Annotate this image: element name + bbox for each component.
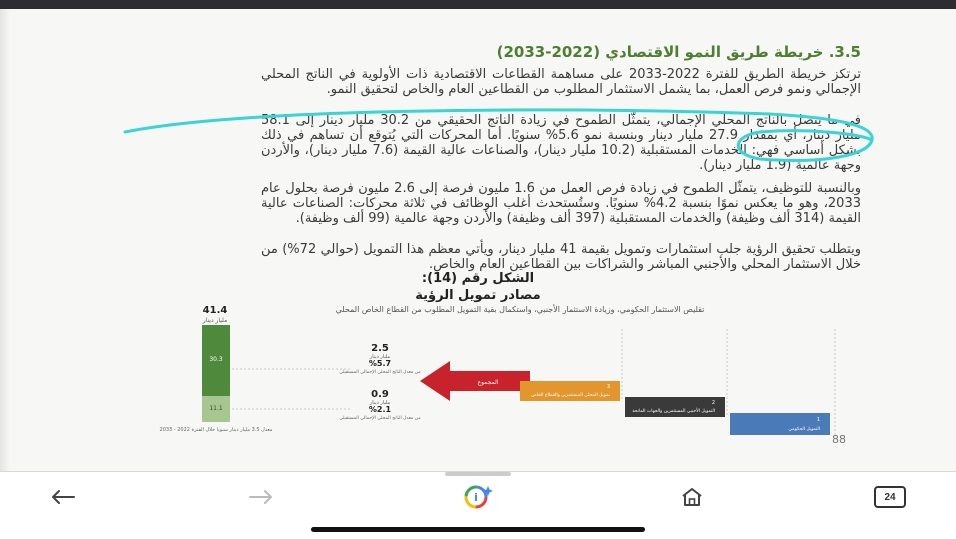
step-2-number: 2	[711, 400, 715, 406]
annotation-1-unit: مليار دينار	[369, 354, 391, 360]
segment-value-public-funds: 11.1	[209, 405, 223, 412]
step-3-number: 3	[606, 384, 610, 390]
sheet-handle	[445, 472, 511, 476]
total-arrow	[420, 361, 530, 401]
figure-title: الشكل رقم (14):	[421, 271, 535, 286]
figure-subtitle: مصادر تمويل الرؤية	[415, 288, 541, 303]
total-value-label: 41.4	[202, 305, 228, 316]
pen-highlight-annotation	[120, 104, 880, 174]
step-3-label: تمويل المحلي المستثمرين والقطاع الخاص	[531, 393, 610, 398]
browser-bottom-toolbar	[0, 471, 956, 539]
step-3-box	[520, 381, 620, 401]
total-arrow-label: المجموع	[477, 379, 499, 386]
step-1-number: 1	[816, 417, 820, 423]
annotation-1-note: من معدل الناتج المحلي الإجمالي المستقبلي	[339, 370, 421, 375]
home-button[interactable]	[676, 482, 708, 512]
step-2-label: التمويل الأجنبي المستثمرين والجهات المانحة	[632, 409, 715, 414]
top-status-bar	[0, 0, 956, 9]
page-number: 88	[832, 433, 846, 446]
annotation-1-value: 2.5	[371, 343, 389, 354]
assistant-icon	[461, 482, 495, 512]
svg-text:i: i	[474, 491, 478, 504]
assistant-button[interactable]	[458, 482, 498, 512]
home-indicator	[311, 527, 645, 532]
page-shadow	[0, 9, 10, 471]
annotation-2-pct: %2.1	[368, 405, 392, 414]
forward-button[interactable]	[243, 482, 279, 512]
step-2-box	[625, 397, 725, 417]
tabs-icon: 24	[874, 486, 906, 508]
annotation-2-note: من معدل الناتج المحلي الإجمالي المستقبلي	[339, 416, 421, 421]
paragraph-2: في ما يتصل بالناتج المحلي الإجمالي، يتمثّل الطموح في زيادة الناتج الحقيقي من 30.2 مليار دينار إلى 58.1 مليار دينار، أي بمقدار 27.9 مليار دينار وبنسبة نمو 5.6% سنويًا. أما المحركات التي يُتوقع أن تساهم في ذلك بشكل أساسي فهي: الخدمات المستقبلية (10.2 مليار دينار)، والصناعات عالية القيمة (7.6 مليار دينار)، والأردن وجهة عالمية (1.9 مليار دينار).	[261, 113, 861, 173]
funding-sources-chart	[159, 305, 870, 469]
paragraph-4: ويتطلب تحقيق الرؤية جلب استثمارات وتمويل بقيمة 41 مليار دينار، ويأتي معظم هذا التمويل (حوالي 72%) من خلال الاستثمار المحلي والأجنبي المباشر والشراكات بين القطاعين العام والخاص.	[261, 242, 862, 272]
document-page[interactable]	[0, 9, 956, 471]
annotation-2-unit: مليار دينار	[369, 400, 391, 406]
tabs-button[interactable]	[872, 482, 908, 512]
paragraph-3: وبالنسبة للتوظيف، يتمثّل الطموح في زيادة فرص العمل من 1.6 مليون فرصة إلى 2.6 مليون فرصة بحلول عام 2033، وهو ما يعكس نموًا بنسبة 4.2% سنويًا. وستُستحدث أغلب الوظائف في ثلاثة محركات: الصناعات عالية القيمة (314 ألف وظيفة) والخدمات المستقبلية (397 ألف وظيفة) والأردن وجهة عالمية (99 ألف وظيفة).	[261, 181, 861, 226]
annotation-2-value: 0.9	[371, 389, 389, 400]
back-arrow-icon	[50, 489, 76, 505]
total-unit-label: مليار دينار	[202, 317, 228, 324]
back-button[interactable]	[45, 482, 81, 512]
paragraph-1: ترتكز خريطة الطريق للفترة 2022-2033 على مساهمة القطاعات الاقتصادية ذات الأولوية في الناتج المحلي الإجمالي ونمو فرص العمل، بما يشمل الاستثمار المطلوب من القطاعين العام والخاص لتحقيق النمو.	[261, 67, 861, 97]
total-average-label: معدل 3.5 مليار دينار سنويا خلال الفترة 2022 - 2033	[159, 427, 273, 433]
segment-value-investments: 30.3	[209, 356, 223, 363]
annotation-1-pct: %5.7	[368, 359, 392, 368]
forward-arrow-icon	[248, 489, 274, 505]
step-1-label: التمويل الحكومي	[788, 427, 820, 432]
home-icon	[681, 487, 703, 507]
section-heading: 3.5. خريطة طريق النمو الاقتصادي (2022-2033)	[496, 43, 861, 61]
figure-caption: تقليص الاستثمار الحكومي، وزيادة الاستثمار الأجنبي، واستكمال بقية التمويل المطلوب من القطاع الخاص المحلي	[335, 305, 705, 314]
